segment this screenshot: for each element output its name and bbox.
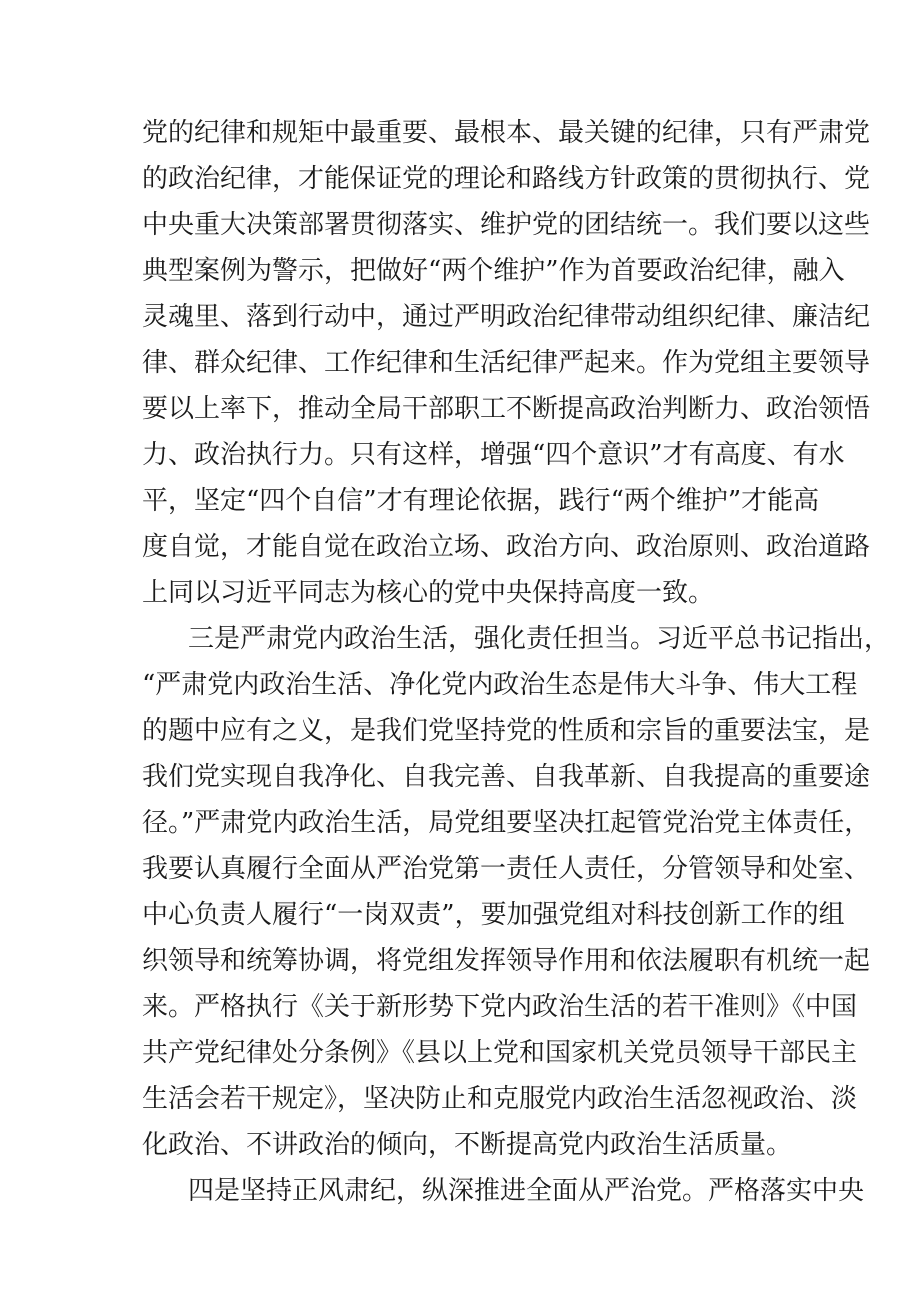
text-line: 平，坚定“四个自信”才有理论依据，践行“两个维护”才能高 xyxy=(142,486,820,516)
text-line: 我们党实现自我净化、自我完善、自我革新、自我提高的重要途 xyxy=(142,762,871,792)
text-line: 典型案例为警示，把做好“两个维护”作为首要政治纪律，融入 xyxy=(142,256,845,286)
text-line: 织领导和统筹协调，将党组发挥领导作用和依法履职有机统一起 xyxy=(142,946,871,976)
text-line: 灵魂里、落到行动中，通过严明政治纪律带动组织纪律、廉洁纪 xyxy=(142,302,871,332)
document-body xyxy=(142,110,891,1214)
text-line: 径。”严肃党内政治生活，局党组要坚决扛起管党治党主体责任， xyxy=(142,808,871,838)
text-line: 共产党纪律处分条例》《县以上党和国家机关党员领导干部民主 xyxy=(142,1038,858,1068)
text-line: 要以上率下，推动全局干部职工不断提高政治判断力、政治领悟 xyxy=(142,394,871,424)
text-line: 上同以习近平同志为核心的党中央保持高度一致。 xyxy=(142,578,715,608)
paragraph-first-line: 三是严肃党内政治生活，强化责任担当。习近平总书记指出， xyxy=(188,624,891,654)
text-line: 党的纪律和规矩中最重要、最根本、最关键的纪律，只有严肃党 xyxy=(142,118,871,148)
text-line: 的题中应有之义，是我们党坚持党的性质和宗旨的重要法宝，是 xyxy=(142,716,871,746)
text-line: 力、政治执行力。只有这样，增强“四个意识”才有高度、有水 xyxy=(142,440,845,470)
text-line: 生活会若干规定》，坚决防止和克服党内政治生活忽视政治、淡 xyxy=(142,1084,858,1114)
text-line: 我要认真履行全面从严治党第一责任人责任，分管领导和处室、 xyxy=(142,854,871,884)
text-line: 中央重大决策部署贯彻落实、维护党的团结统一。我们要以这些 xyxy=(142,210,871,240)
text-line: 来。严格执行《关于新形势下党内政治生活的若干准则》《中国 xyxy=(142,992,858,1022)
text-line: 化政治、不讲政治的倾向，不断提高党内政治生活质量。 xyxy=(142,1130,793,1160)
text-line: 律、群众纪律、工作纪律和生活纪律严起来。作为党组主要领导 xyxy=(142,348,871,378)
paragraph-first-line: 四是坚持正风肃纪，纵深推进全面从严治党。严格落实中央 xyxy=(188,1176,865,1206)
text-line: 度自觉，才能自觉在政治立场、政治方向、政治原则、政治道路 xyxy=(142,532,871,562)
text-line: 的政治纪律，才能保证党的理论和路线方针政策的贯彻执行、党 xyxy=(142,164,871,194)
text-line: 中心负责人履行“一岗双责”，要加强党组对科技创新工作的组 xyxy=(142,900,845,930)
text-line: “严肃党内政治生活、净化党内政治生态是伟大斗争、伟大工程 xyxy=(142,670,858,700)
